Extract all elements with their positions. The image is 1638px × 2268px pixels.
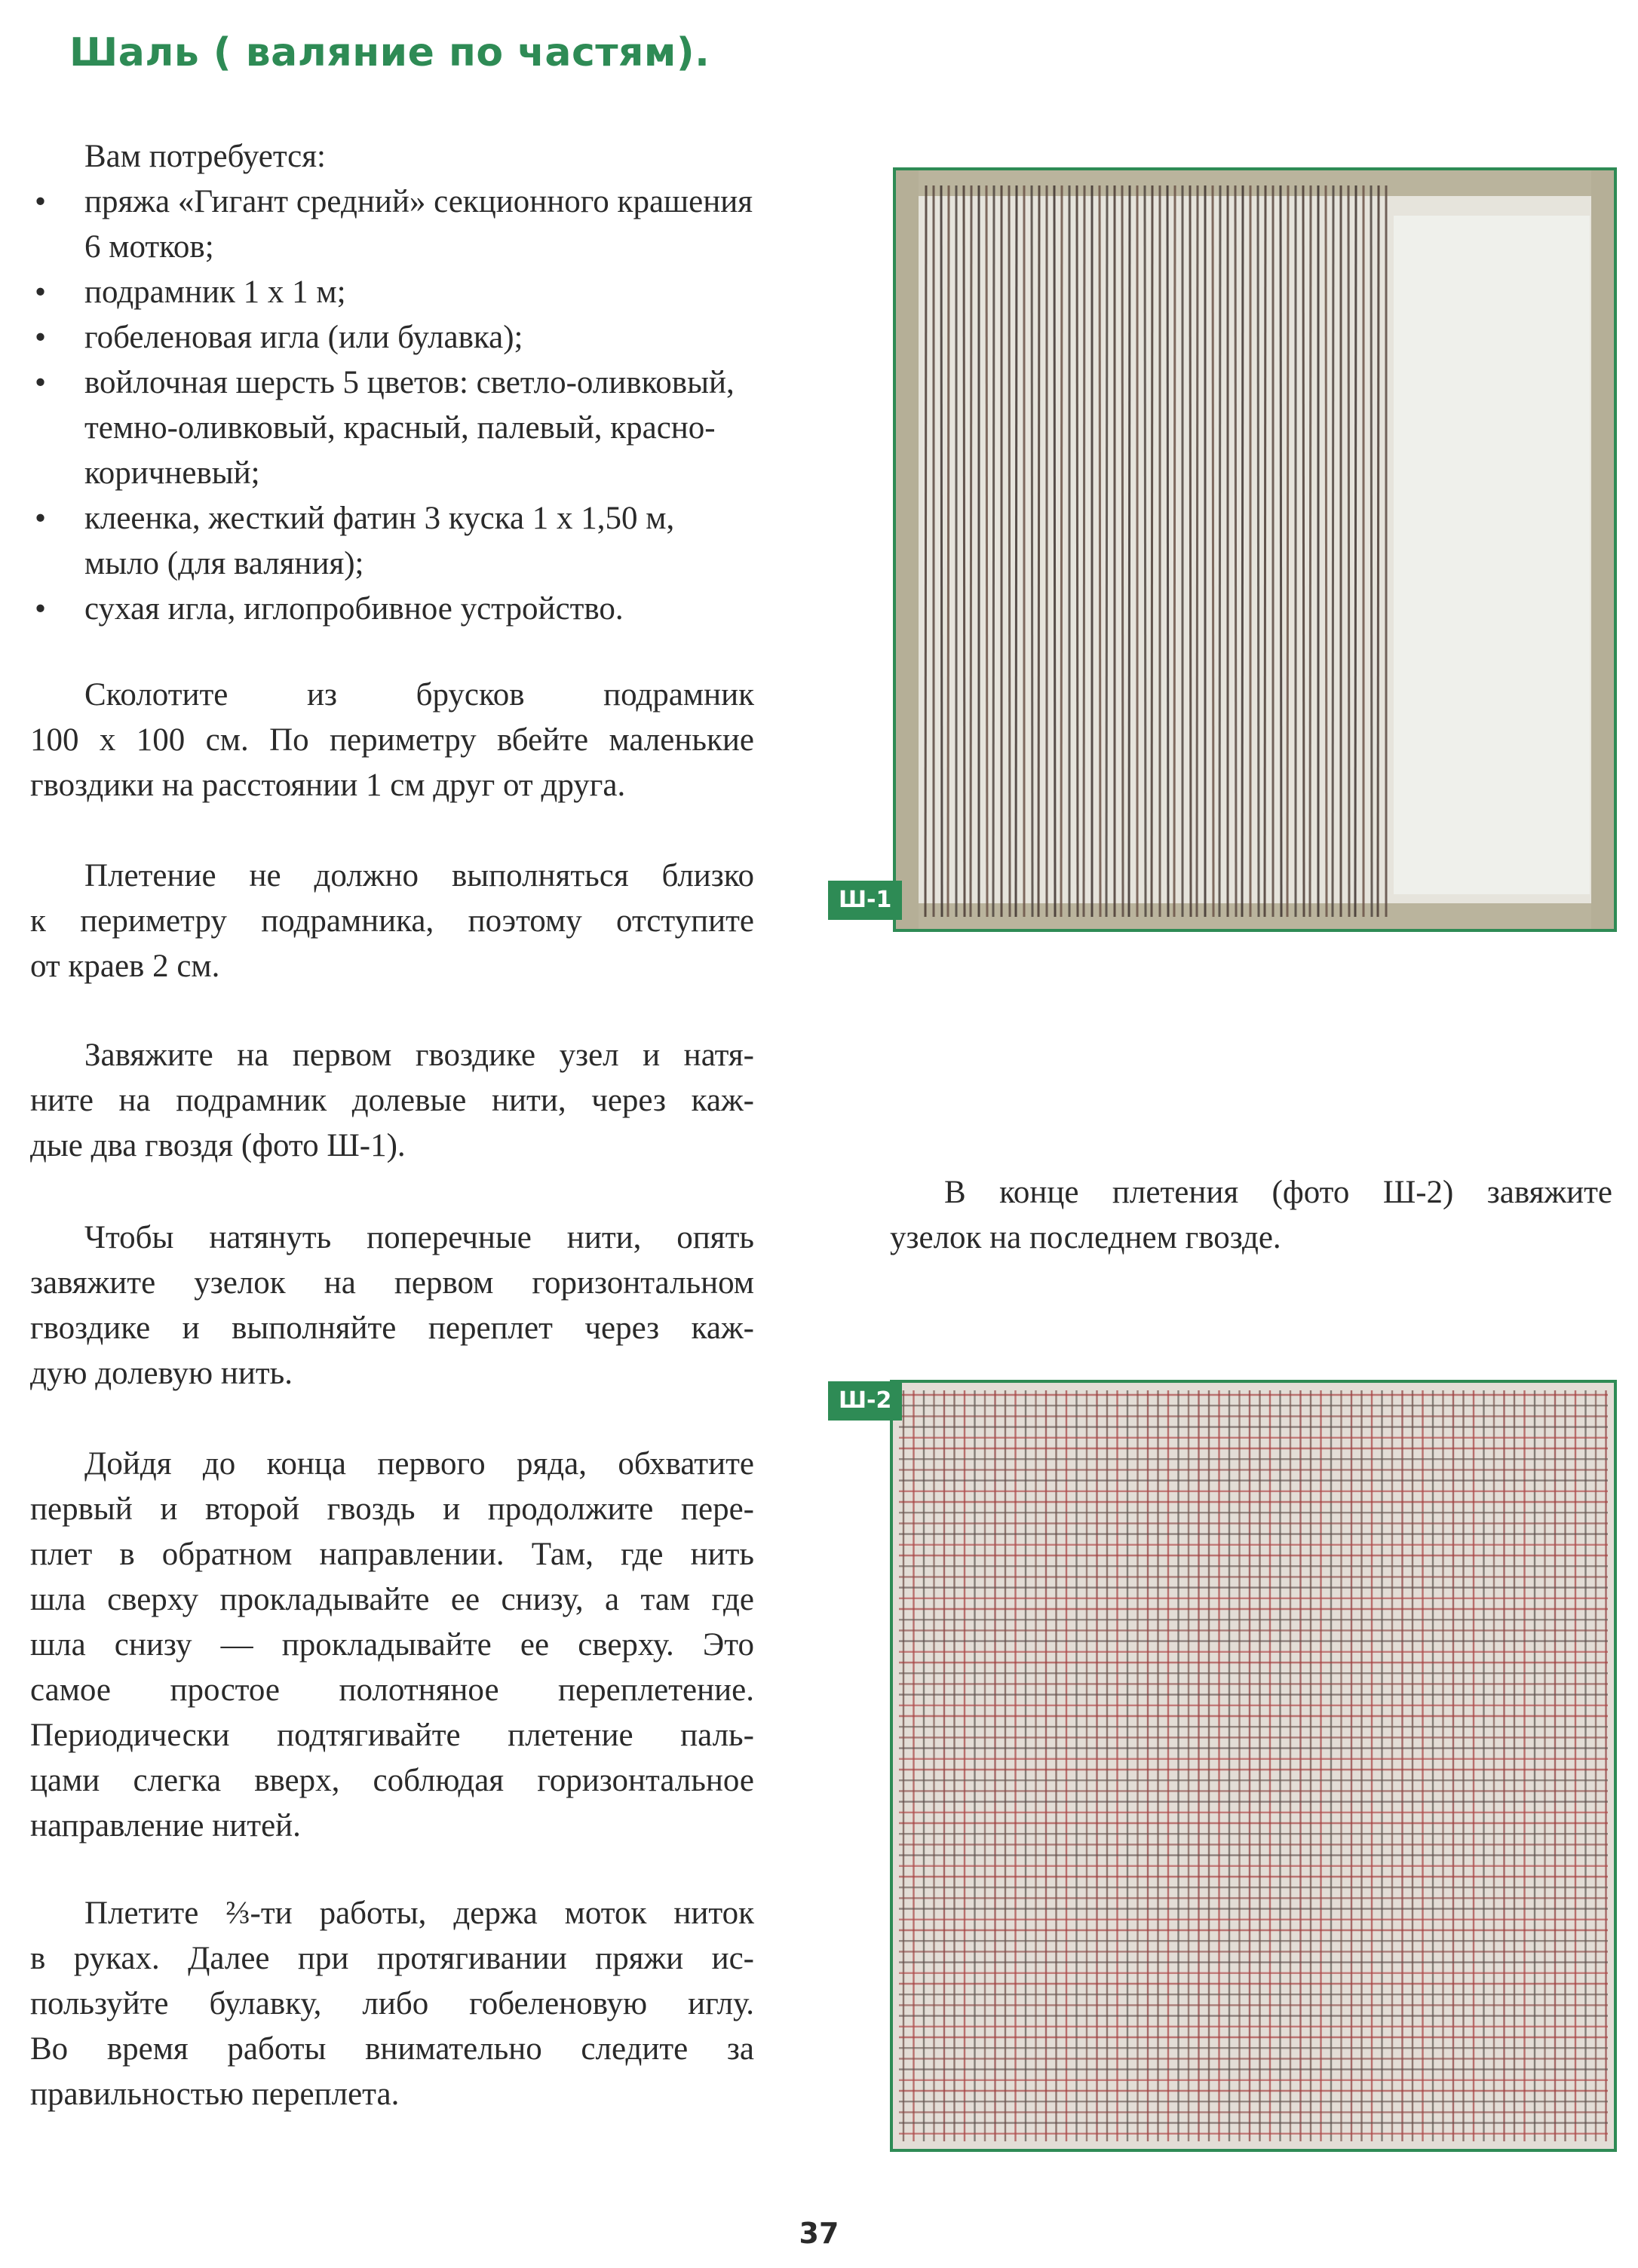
paragraph-line: шла снизу — прокладывайте ее сверху. Это (30, 1627, 754, 1663)
thread-line (1287, 185, 1288, 917)
paragraph-line: самое простое полотняное переплетение. (30, 1672, 754, 1708)
materials-item-text: войлочная шерсть 5 цветов: светло-оливковый, темно-оливковый, красный, палевый, красно-коричневый; (84, 365, 735, 491)
thread-line (993, 185, 994, 917)
thread-line (1197, 185, 1198, 917)
thread-line (1348, 185, 1349, 917)
paragraph-line: в руках. Далее при протягивании пряжи ис- (30, 1941, 754, 1976)
thread-line (1242, 185, 1243, 917)
thread-line (986, 185, 987, 917)
materials-item-text: гобеленовая игла (или булавка); (84, 320, 523, 355)
paragraph-warp (30, 1033, 754, 1169)
materials-item-text: пряжа «Гигант средний» секционного крашения 6 мотков; (84, 184, 753, 265)
materials-heading: Вам потребуется: (84, 139, 326, 174)
thread-line (1190, 185, 1191, 917)
materials-item-text: сухая игла, иглопробивное устройство. (84, 591, 624, 627)
thread-line (1061, 185, 1062, 917)
paragraph-line: гвоздике и выполняйте переплет через каж- (30, 1310, 754, 1346)
paragraph-weft (30, 1215, 754, 1396)
thread-line (925, 185, 926, 917)
thread-line (1326, 185, 1327, 917)
paragraph-needle (30, 1891, 754, 2117)
paragraph-frame (30, 673, 754, 808)
materials-item (30, 315, 754, 360)
photo-frame-warp (893, 167, 1617, 932)
thread-line (1122, 185, 1123, 917)
paragraph-line: дую долевую нить. (30, 1356, 293, 1391)
materials-list (30, 179, 754, 632)
paragraph-line: пользуйте булавку, либо гобеленовую иглу. (30, 1986, 754, 2021)
paragraph-line: узелок на последнем гвозде. (890, 1220, 1281, 1255)
paragraph-line: Чтобы натянуть поперечные нити, опять (84, 1220, 754, 1255)
paragraph-line: цами слегка вверх, соблюдая горизонтальное (30, 1763, 754, 1798)
thread-line (1145, 185, 1146, 917)
thread-line (1038, 185, 1039, 917)
thread-line (1077, 185, 1078, 917)
paragraph-line: завяжите узелок на первом горизонтальном (30, 1265, 754, 1301)
thread-line (1303, 185, 1304, 917)
thread-line (1371, 185, 1372, 917)
thread-line (1258, 185, 1259, 917)
thread-line (1235, 185, 1236, 917)
materials-item (30, 270, 754, 315)
thread-line (948, 185, 949, 917)
paragraph-line: от краев 2 см. (30, 949, 220, 984)
paragraph-line: Плетение не должно выполняться близко (84, 858, 754, 893)
paragraph-line: направление нитей. (30, 1808, 301, 1844)
thread-line (941, 185, 942, 917)
thread-line (1167, 185, 1168, 917)
thread-line (1129, 185, 1130, 917)
paragraph-line: 100 х 100 см. По периметру вбейте маленькие (30, 722, 754, 758)
materials-item-text: подрамник 1 х 1 м; (84, 274, 346, 310)
thread-line (1009, 185, 1010, 917)
woven-grid-image (893, 1383, 1614, 2149)
photo-label-1: Ш-1 (828, 881, 902, 920)
paragraph-weave (30, 1442, 754, 1849)
thread-line (1355, 185, 1356, 917)
paragraph-line: Периодически подтягивайте плетение паль- (30, 1718, 754, 1753)
paragraph-line: Во время работы внимательно следите за (30, 2031, 754, 2067)
thread-line (1219, 185, 1220, 917)
thread-line (1310, 185, 1311, 917)
paragraph-line: Дойдя до конца первого ряда, обхватите (84, 1446, 754, 1482)
materials-item (30, 587, 754, 632)
paragraph-line: Плетите ⅔-ти работы, держа моток ниток (84, 1896, 754, 1931)
page-title: Шаль ( валяние по частям). (69, 30, 710, 75)
thread-line (964, 185, 965, 917)
materials-item (30, 496, 754, 587)
thread-line (1054, 185, 1055, 917)
paragraph-line: ните на подрамник долевые нити, через каж- (30, 1083, 754, 1118)
paragraph-finish (890, 1170, 1612, 1261)
paragraph-line: Сколотите из брусков подрамник (84, 677, 754, 713)
materials-item (30, 179, 754, 270)
paragraph-line: гвоздики на расстоянии 1 см друг от друга. (30, 768, 626, 803)
page-number: 37 (799, 2217, 839, 2250)
photo-finished-weave (890, 1380, 1617, 2152)
paragraph-margins (30, 854, 754, 989)
thread-line (1378, 185, 1379, 917)
materials-item (30, 360, 754, 496)
paragraph-line: к периметру подрамника, поэтому отступите (30, 903, 754, 939)
paragraph-line: правильностью переплета. (30, 2076, 400, 2112)
paragraph-line: дые два гвоздя (фото Ш-1). (30, 1128, 406, 1163)
paragraph-line: В конце плетения (фото Ш-2) завяжите (944, 1175, 1612, 1210)
warp-threads-image (896, 170, 1614, 929)
paragraph-line: плет в обратном направлении. Там, где нить (30, 1537, 754, 1572)
thread-line (1174, 185, 1175, 917)
paragraph-line: Завяжите на первом гвоздике узел и натя- (84, 1037, 754, 1073)
paragraph-line: шла сверху прокладывайте ее снизу, а там где (30, 1582, 754, 1617)
thread-line (1106, 185, 1107, 917)
materials-item-text: клеенка, жесткий фатин 3 куска 1 х 1,50 м, мыло (для валяния); (84, 501, 675, 581)
photo-label-2: Ш-2 (828, 1381, 902, 1421)
paragraph-line: первый и второй гвоздь и продолжите пере- (30, 1491, 754, 1527)
thread-line (1016, 185, 1017, 917)
